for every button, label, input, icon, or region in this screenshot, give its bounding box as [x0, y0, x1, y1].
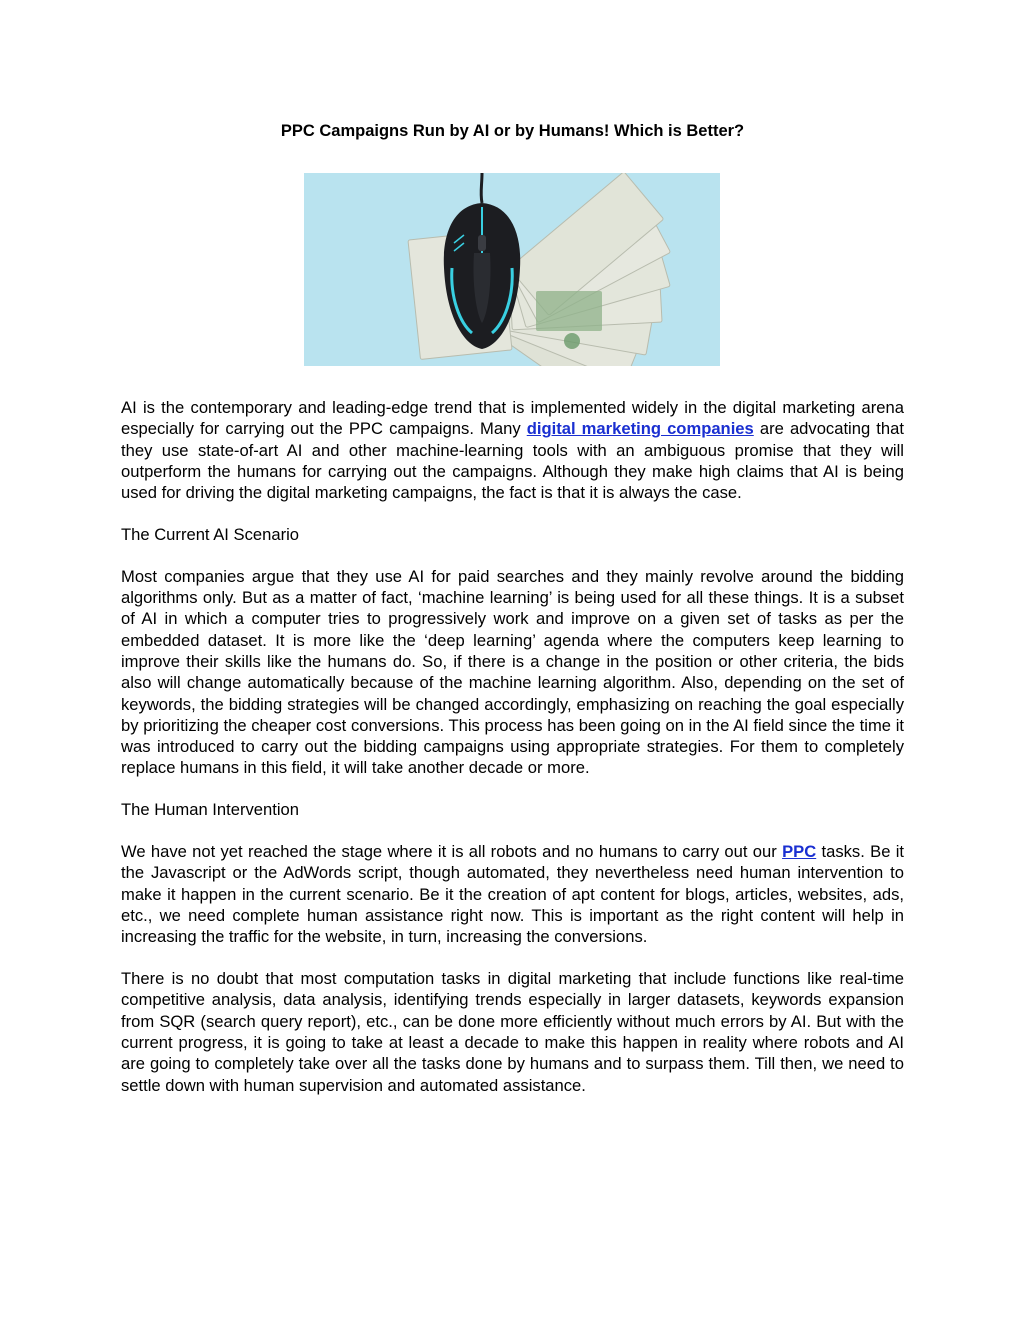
- digital-marketing-companies-link[interactable]: digital marketing companies: [526, 419, 754, 439]
- page-title: PPC Campaigns Run by AI or by Humans! Which is Better?: [280, 122, 745, 140]
- human-intervention-paragraph: [121, 841, 904, 947]
- intro-text-after-link: are advocating that they use state-of-art AI and other machine-learning tools with an ambiguous promise that they will outperform the humans for carrying out the campaigns. Although they make high claims that AI is being used for driving the digital marketing campaigns, the fact is that it is always the case.: [121, 419, 904, 503]
- mouse-on-money-icon: [304, 173, 720, 366]
- human-text-after-link: tasks. Be it the Javascript or the AdWords script, though automated, they nevertheless need human intervention to make it happen in the current scenario. Be it the creation of apt content for blogs, articles, websites, ads, etc., we need complete human assistance right now. This is important as the right content will help in increasing the traffic for the website, in turn, increasing the conversions.: [121, 842, 905, 947]
- intro-paragraph: [121, 397, 904, 503]
- intro-text-before-link: AI is the contemporary and leading-edge trend that is implemented widely in the digital marketing arena especially for carrying out the PPC campaigns. Many: [121, 398, 904, 439]
- section-heading-current-ai: The Current AI Scenario: [121, 524, 300, 544]
- section-heading-human-intervention: The Human Intervention: [121, 800, 300, 820]
- ppc-link[interactable]: PPC: [782, 842, 817, 862]
- current-ai-paragraph: Most companies argue that they use AI for paid searches and they mainly revolve around the bidding algorithms only. But as a matter of fact, ‘machine learning’ is being used for all these things. It is a subset of AI in which a computer tries to progressively work and improve on a given set of tasks as per the embedded dataset. It is more like the ‘deep learning’ agenda where the computers keep learning to improve their skills like the humans do. So, if there is a change in the position or other criteria, the bids also will change automatically because of the machine learning algorithm. Also, depending on the set of keywords, the bidding strategies will be changed accordingly, emphasizing on reaching the goal especially by prioritizing the cheaper cost conversions. This process has been going on in the AI field since the time it was introduced to carry out the bidding campaigns using appropriate strategies. For them to completely replace humans in this field, it will take another decade or more.: [121, 566, 904, 778]
- hero-image: [304, 173, 720, 366]
- human-text-before-link: We have not yet reached the stage where it is all robots and no humans to carry out our: [121, 842, 783, 862]
- article-body: [121, 397, 904, 1116]
- conclusion-paragraph: There is no doubt that most computation tasks in digital marketing that include functions like real-time competitive analysis, data analysis, identifying trends especially in larger datasets, keywords expansion from SQR (search query report), etc., can be done more efficiently without much errors by AI. But with the current progress, it is going to take at least a decade to make this happen in reality where robots and AI are going to completely take over all the tasks done by humans and to surpass them. Till then, we need to settle down with human supervision and automated assistance.: [121, 969, 904, 1095]
